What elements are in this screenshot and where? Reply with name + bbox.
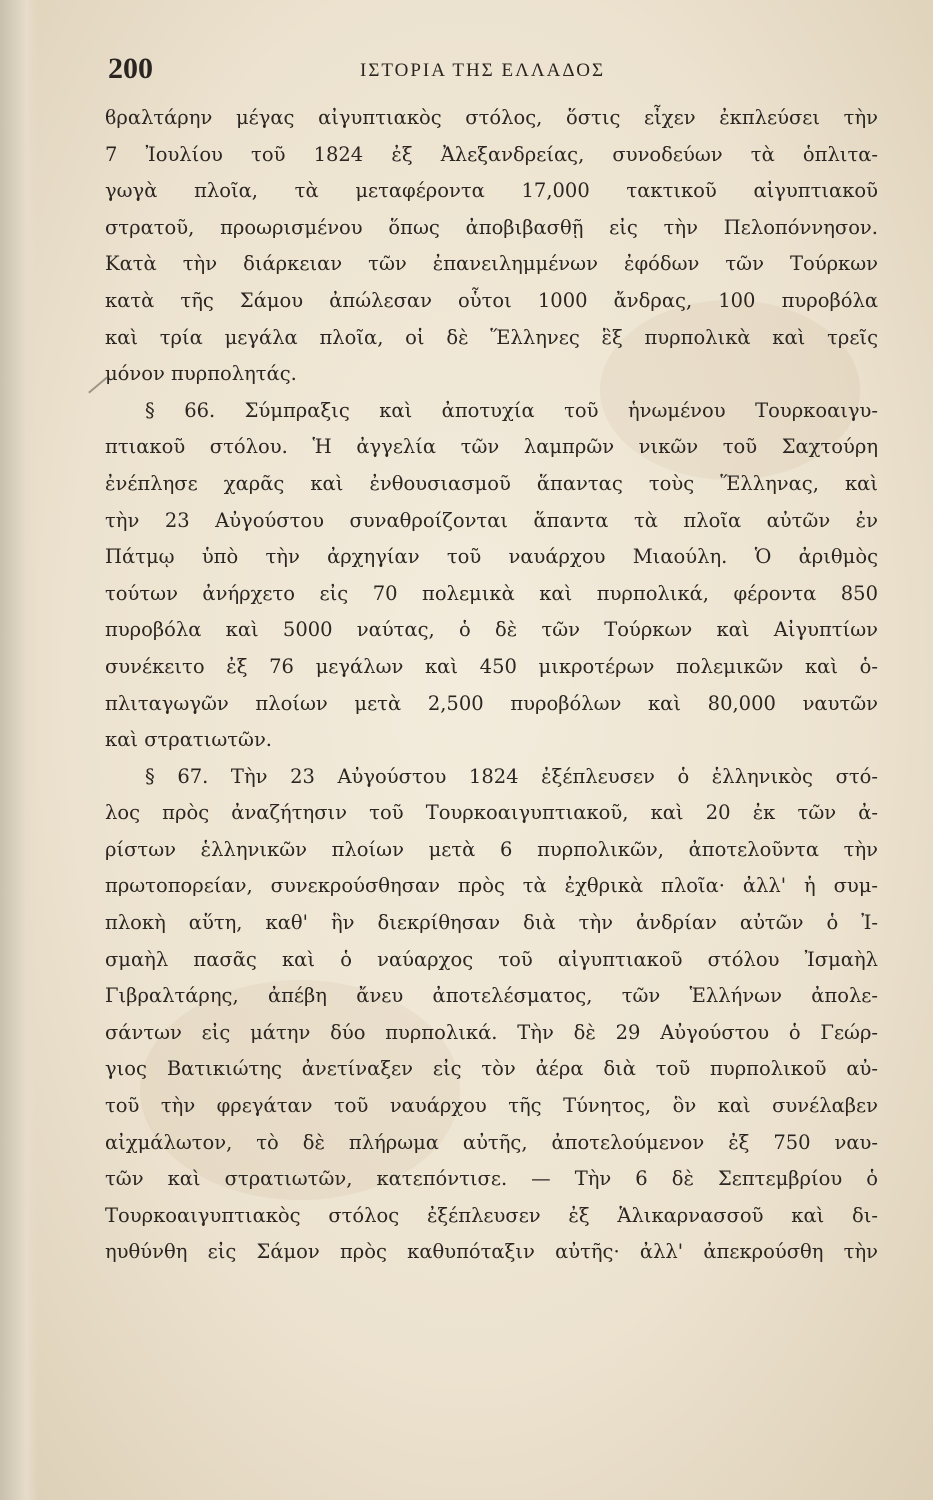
text-line: σάντων εἰς μάτην δύο πυρπολικά. Τὴν δὲ 29 Αὐγούστου ὁ Γεώρ- <box>105 1020 878 1044</box>
text-line: συνέκειτο ἐξ 76 μεγάλων καὶ 450 μικροτέρων πολεμικῶν καὶ ὁ- <box>105 654 878 678</box>
body-text <box>105 100 878 1271</box>
text-line: κατὰ τῆς Σάμου ἀπώλεσαν οὗτοι 1000 ἄνδρας, 100 πυροβόλα <box>105 288 878 312</box>
text-line: πλοκὴ αὕτη, καθ' ἣν διεκρίθησαν διὰ τὴν ἀνδρίαν αὐτῶν ὁ Ἰ- <box>105 911 878 935</box>
page-header <box>108 52 888 92</box>
text-line: Κατὰ τὴν διάρκειαν τῶν ἐπανειλημμένων ἐφόδων τῶν Τούρκων <box>105 252 878 276</box>
page-number: 200 <box>108 52 153 85</box>
text-line: τούτων ἀνήρχετο εἰς 70 πολεμικὰ καὶ πυρπολικά, φέροντα 850 <box>105 581 878 605</box>
text-line: λος πρὸς ἀναζήτησιν τοῦ Τουρκοαιγυπτιακοῦ, καὶ 20 ἐκ τῶν ἀ- <box>105 801 878 825</box>
text-line: γιος Βατικιώτης ἀνετίναξεν εἰς τὸν ἀέρα διὰ τοῦ πυρπολικοῦ αὐ- <box>105 1057 878 1081</box>
running-head: ΙΣΤΟΡΙΑ ΤΗΣ ΕΛΛΑΔΟΣ <box>360 60 606 81</box>
text-line: μόνον πυρπολητάς. <box>105 362 297 386</box>
text-line: πλιταγωγῶν πλοίων μετὰ 2,500 πυροβόλων καὶ 80,000 ναυτῶν <box>105 691 878 715</box>
text-line: πρωτοπορείαν, συνεκρούσθησαν πρὸς τὰ ἐχθρικὰ πλοῖα· ἀλλ' ἡ συμ- <box>105 874 878 898</box>
text-line: καὶ στρατιωτῶν. <box>105 728 273 752</box>
text-line: Τουρκοαιγυπτιακὸς στόλος ἐξέπλευσεν ἐξ Ἁλικαρνασσοῦ καὶ δι- <box>105 1203 878 1227</box>
text-line: πτιακοῦ στόλου. Ἡ ἀγγελία τῶν λαμπρῶν νικῶν τοῦ Σαχτούρη <box>105 435 878 459</box>
text-line: τοῦ τὴν φρεγάταν τοῦ ναυάρχου τῆς Τύνητος, ὃν καὶ συνέλαβεν <box>105 1094 878 1118</box>
section-66-heading-line: § 66. Σύμπραξις καὶ ἀποτυχία τοῦ ἡνωμένου Τουρκοαιγυ- <box>145 398 878 422</box>
page-gutter-shadow <box>0 0 38 1500</box>
text-line: 7 Ἰουλίου τοῦ 1824 ἐξ Ἀλεξανδρείας, συνοδεύων τὰ ὁπλιτα- <box>105 142 878 166</box>
section-67-first-line: § 67. Τὴν 23 Αὐγούστου 1824 ἐξέπλευσεν ὁ ἑλληνικὸς στό- <box>145 764 878 788</box>
text-line: στρατοῦ, προωρισμένου ὅπως ἀποβιβασθῇ εἰς τὴν Πελοπόννησον. <box>105 215 878 239</box>
text-line: τῶν καὶ στρατιωτῶν, κατεπόντισε. — Τὴν 6 δὲ Σεπτεμβρίου ὁ <box>105 1167 878 1191</box>
text-line: Πάτμῳ ὑπὸ τὴν ἀρχηγίαν τοῦ ναυάρχου Μιαούλη. Ὁ ἀριθμὸς <box>105 545 878 569</box>
text-line: πυροβόλα καὶ 5000 ναύτας, ὁ δὲ τῶν Τούρκων καὶ Αἰγυπτίων <box>105 618 878 642</box>
text-line: ηυθύνθη εἰς Σάμον πρὸς καθυπόταξιν αὐτῆς· ἀλλ' ἀπεκρούσθη τὴν <box>105 1240 878 1264</box>
text-line: ἐνέπλησε χαρᾶς καὶ ἐνθουσιασμοῦ ἅπαντας τοὺς Ἕλληνας, καὶ <box>105 471 878 495</box>
text-line: σμαὴλ πασᾶς καὶ ὁ ναύαρχος τοῦ αἰγυπτιακοῦ στόλου Ἰσμαὴλ <box>105 947 878 971</box>
text-line: τὴν 23 Αὐγούστου συναθροίζονται ἅπαντα τὰ πλοῖα αὐτῶν ἐν <box>105 508 878 532</box>
text-line: γωγὰ πλοῖα, τὰ μεταφέροντα 17,000 τακτικοῦ αἰγυπτιακοῦ <box>105 179 878 203</box>
text-line: Γιβραλτάρης, ἀπέβη ἄνευ ἀποτελέσματος, τῶν Ἑλλήνων ἀπολε- <box>105 984 878 1008</box>
text-line: ϐραλτάρην μέγας αἰγυπτιακὸς στόλος, ὅστις εἶχεν ἐκπλεύσει τὴν <box>105 106 878 129</box>
text-line: καὶ τρία μεγάλα πλοῖα, οἱ δὲ Ἕλληνες ἓξ πυρπολικὰ καὶ τρεῖς <box>105 325 878 349</box>
text-line: αἰχμάλωτον, τὸ δὲ πλήρωμα αὐτῆς, ἀποτελούμενον ἐξ 750 ναυ- <box>105 1130 878 1154</box>
text-line: ρίστων ἑλληνικῶν πλοίων μετὰ 6 πυρπολικῶν, ἀποτελοῦντα τὴν <box>105 837 878 861</box>
